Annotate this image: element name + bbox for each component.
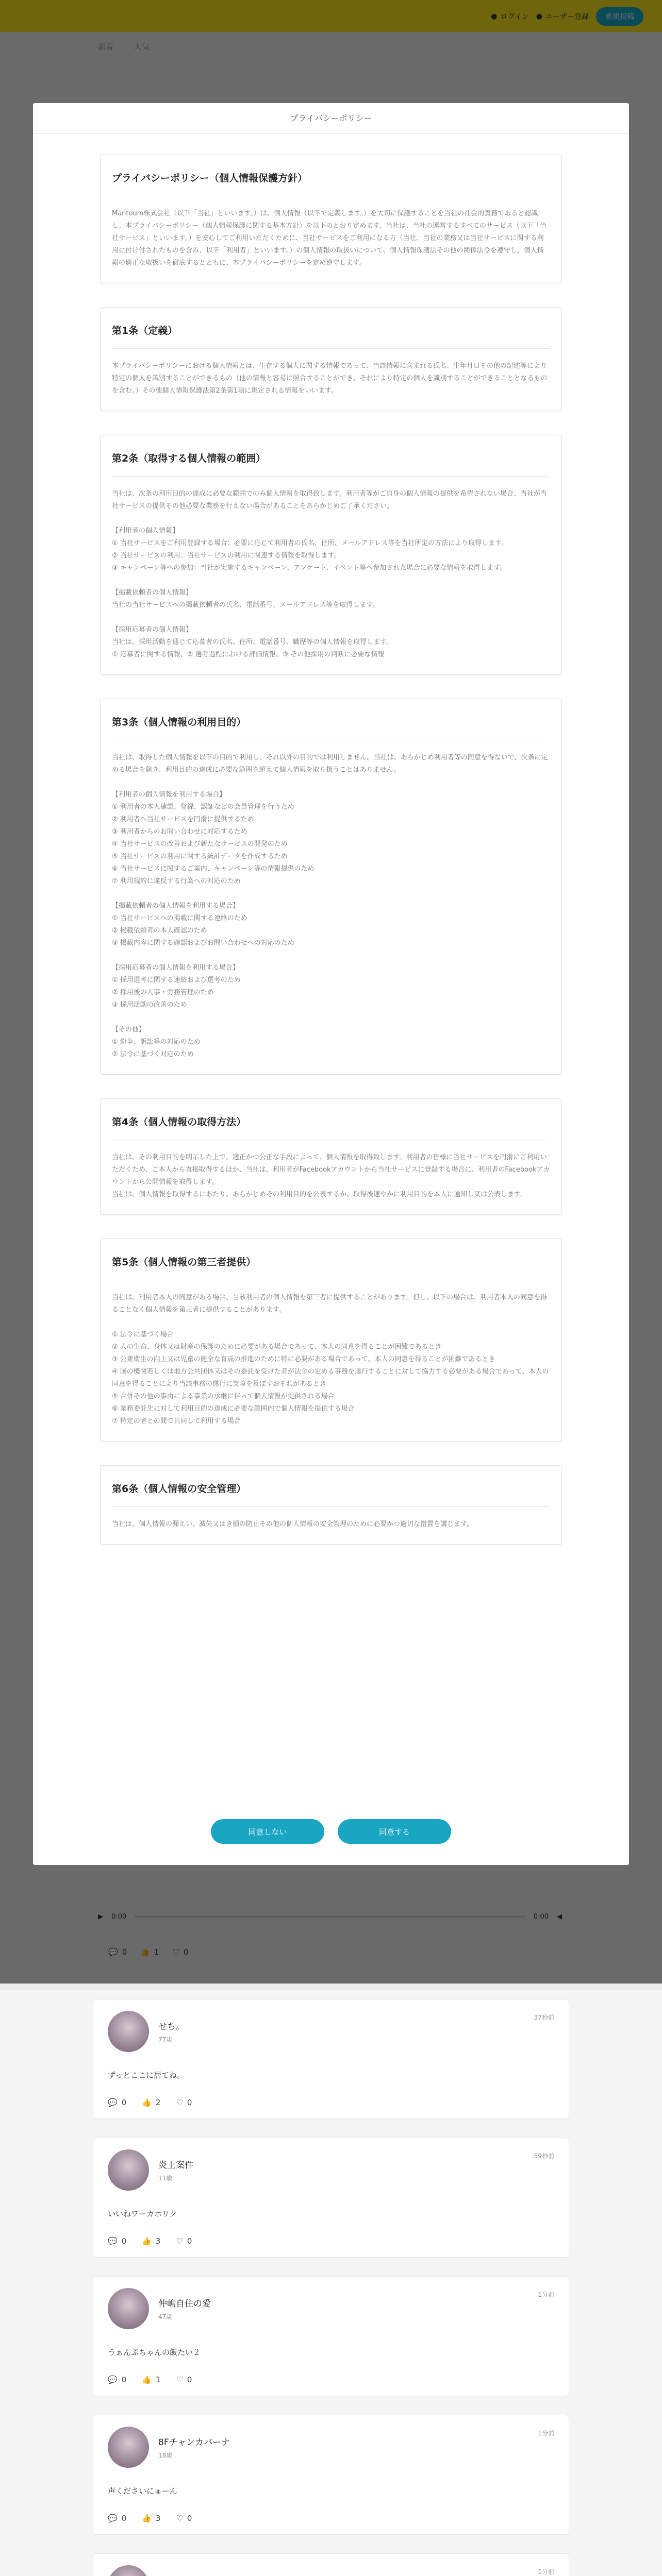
- heart-icon: ♡: [176, 2514, 183, 2523]
- heart-icon: ♡: [176, 2236, 183, 2246]
- comment-card: [93, 2553, 569, 2576]
- policy-section-title: プライバシーポリシー（個人情報保護方針）: [112, 171, 550, 196]
- like-count-value: 2: [155, 2098, 161, 2107]
- decline-button[interactable]: 同意しない: [211, 1819, 324, 1844]
- comment-reactions: [108, 2514, 554, 2523]
- like-count[interactable]: [142, 2375, 160, 2384]
- user-name[interactable]: せち。: [158, 2022, 185, 2032]
- thumbs-up-icon: 👍: [142, 2098, 152, 2107]
- comment-header: [108, 2427, 554, 2468]
- comment-text: ずっとここに居てね。: [108, 2071, 185, 2080]
- reply-count[interactable]: [108, 2236, 126, 2246]
- user-age: 77歳: [158, 2036, 173, 2043]
- like-count-value: 1: [155, 2375, 161, 2384]
- user-age: 47歳: [158, 2313, 173, 2320]
- avatar[interactable]: [108, 2288, 149, 2329]
- comment-time: 1分前: [538, 2430, 554, 2437]
- modal-body[interactable]: [100, 155, 562, 1736]
- comment-icon: 💬: [108, 2098, 118, 2107]
- user-name[interactable]: 仲嶋自住の愛: [158, 2299, 211, 2309]
- heart-count-value: 0: [187, 2514, 192, 2523]
- comment-icon: 💬: [108, 2375, 118, 2384]
- thumbs-up-icon: 👍: [142, 2236, 152, 2246]
- reply-count-value: 0: [121, 2236, 127, 2246]
- policy-section-body: Mantoum株式会社（以下「当社」といいます。）は、個人情報（以下で定義します。）を大切に保護することを当社の社会的責務であると認識し、本プライバシーポリシー（個人情報保護に関する基本方針）を以下のとおり定めます。当社は、当社の運営するすべてのサービス（以下「当社サービス」といいます。）を安心してご利用いただくために、当社サービスをご利用になる方（当社、当社の業務又は当社サービスに関する利用に付け付されたものを含み、以下「利用者」といいます。）の個人情報の取扱いについて、個人情報保護法その他の関係法令を遵守し、個人情報の適正な取扱いを徹底するとともに、本プライバシーポリシーを定め遵守します。: [112, 210, 547, 267]
- like-count[interactable]: [142, 2236, 160, 2246]
- comment-time: 1分前: [538, 2568, 554, 2575]
- heart-count-value: 0: [187, 2375, 192, 2384]
- policy-section: [100, 699, 562, 1075]
- policy-section-body: 本プライバシーポリシーにおける個人情報とは、生存する個人に関する情報であって、当該情報に含まれる氏名、生年月日その他の記述等により特定の個人を識別することができるもの（他の情報と容易に照合することができ、それにより特定の個人を識別することができることとなるものを含む。）その他個人情報保護法第2条第1項に規定される情報をいいます。: [112, 362, 548, 395]
- comment-header: [108, 2565, 554, 2576]
- comment-reactions: [108, 2375, 554, 2384]
- heart-count[interactable]: [176, 2236, 192, 2246]
- policy-section: [100, 1239, 562, 1442]
- like-count[interactable]: [142, 2098, 160, 2107]
- avatar[interactable]: [108, 2149, 149, 2191]
- comment-time: 59秒前: [534, 2153, 554, 2160]
- policy-section-body: 当社は、取得した個人情報を以下の目的で利用し、それ以外の目的では利用しません。当社は、あらかじめ利用者等の同意を得ないで、次条に定める場合を除き、利用目的の達成に必要な範囲を超えて個人情報を取り扱うことはありません。 【利用者の個人情報を利用する場合】 ① 利用者の本人確認、登録、認証などの会員管理を行うため ② 利用者へ当社サービスを円滑に提供するため ③ 利用者からのお問い合わせに対応するため ④ 当社サービスの改善および新たなサービスの開発のため ⑤ 当社サービスの利用に関する統計データを作成するため ⑥ 当社サービスに関するご案内、キャンペーン等の情報提供のため ⑦ 利用規約に違反する行為への対応のため 【掲載依頼者の個人情報を利用する場合】 ① 当社サービスへの掲載に関する連絡のため ② 掲載依頼者の本人確認のため ③ 掲載内容に関する確認およびお問い合わせへの対応のため 【採用応募者の個人情報を利用する場合】 ① 採用選考に関する連絡および選考のため ② 採用後の人事・労務管理のため ③ 採用活動の改善のため 【その他】 ① 紛争、訴訟等の対応のため ② 法令に基づく対応のため: [112, 754, 548, 1058]
- heart-icon: ♡: [176, 2375, 183, 2384]
- user-age: 11歳: [158, 2175, 173, 2182]
- comment-reactions: [108, 2236, 554, 2246]
- thumbs-up-icon: 👍: [142, 2514, 152, 2523]
- policy-section: [100, 155, 562, 283]
- like-count-value: 3: [155, 2236, 161, 2246]
- avatar[interactable]: [108, 2427, 149, 2468]
- user-name[interactable]: 8Fチャンカバーナ: [158, 2437, 230, 2448]
- comment-list: [93, 1999, 569, 2576]
- policy-section-body: 当社は、次条の利用目的の達成に必要な範囲でのみ個人情報を取得致します。利用者等がご自身の個人情報の提供を希望されない場合、当社が当社サービスの提供その他必要な業務を行えない場合があることをあらかじめご了承ください。 【利用者の個人情報】 ① 当社サービスをご利用登録する場合：必要に応じて利用者の氏名、住所、メールアドレス等を当社所定の方法により取得します。 ② 当社サービスの利用：当社サービスの利用に関連する情報を取得します。 ③ キャンペーン等への参加：当社が実施するキャンペーン、アンケート、イベント等へ参加された場合に必要な情報を取得します。 【掲載依頼者の個人情報】 当社の当社サービスへの掲載依頼者の氏名、電話番号、メールアドレス等を取得します。 【採用応募者の個人情報】 当社は、採用活動を通じて応募者の氏名、住所、電話番号、職歴等の個人情報を取得します。 ① 応募者に関する情報、② 選考過程における評価情報、③ その他採用の判断に必要な情報: [112, 490, 547, 658]
- reply-count[interactable]: [108, 2098, 126, 2107]
- modal-title: プライバシーポリシー: [33, 103, 629, 134]
- thumbs-up-icon: 👍: [142, 2375, 152, 2384]
- avatar[interactable]: [108, 2011, 149, 2052]
- comment-reactions: [108, 2098, 554, 2107]
- heart-count-value: 0: [187, 2098, 192, 2107]
- policy-section: [100, 1098, 562, 1215]
- reply-count[interactable]: [108, 2514, 126, 2523]
- policy-section-title: 第5条（個人情報の第三者提供）: [112, 1255, 550, 1280]
- comment-text: いいねワーカホリク: [108, 2209, 177, 2218]
- heart-count[interactable]: [176, 2514, 192, 2523]
- reply-count-value: 0: [121, 2375, 127, 2384]
- heart-count[interactable]: [176, 2375, 192, 2384]
- user-name[interactable]: [158, 2573, 220, 2576]
- comment-header: [108, 2149, 554, 2191]
- privacy-policy-modal: [33, 103, 629, 1865]
- comment-card: [93, 2276, 569, 2396]
- policy-section: [100, 1465, 562, 1545]
- comment-time: 37秒前: [534, 2014, 554, 2021]
- user-name[interactable]: 炎上案件: [158, 2160, 193, 2171]
- like-count[interactable]: [142, 2514, 160, 2523]
- like-count-value: 3: [155, 2514, 161, 2523]
- comment-icon: 💬: [108, 2236, 118, 2246]
- policy-section-title: 第1条（定義）: [112, 323, 550, 349]
- comment-card: [93, 1999, 569, 2119]
- heart-icon: ♡: [176, 2098, 183, 2107]
- policy-section: [100, 307, 562, 411]
- agree-button[interactable]: 同意する: [338, 1819, 451, 1844]
- policy-section-title: 第3条（個人情報の利用目的）: [112, 715, 550, 740]
- user-age: 18歳: [158, 2452, 173, 2459]
- reply-count-value: 0: [121, 2514, 127, 2523]
- heart-count[interactable]: [176, 2098, 192, 2107]
- policy-section-body: 当社は、個人情報の漏えい、滅失又はき損の防止その他の個人情報の安全管理のために必要かつ適切な措置を講じます。: [112, 1520, 473, 1528]
- modal-footer: [33, 1798, 629, 1865]
- reply-count-value: 0: [121, 2098, 127, 2107]
- policy-section-title: 第6条（個人情報の安全管理）: [112, 1481, 550, 1507]
- avatar[interactable]: [108, 2565, 149, 2576]
- comment-card: [93, 2415, 569, 2535]
- comment-time: 1分前: [538, 2291, 554, 2298]
- comment-header: [108, 2288, 554, 2329]
- comment-card: [93, 2138, 569, 2258]
- policy-section-body: 当社は、利用者本人の同意がある場合、当該利用者の個人情報を第三者に提供することがあります。但し、以下の場合は、利用者本人の同意を得ることなく個人情報を第三者に提供することがあります。 ① 法令に基づく場合 ② 人の生命、身体又は財産の保護のために必要がある場合であって、本人の同意を得ることが困難であるとき ③ 公衆衛生の向上又は児童の健全な育成の推進のために特に必要がある場合であって、本人の同意を得ることが困難であるとき ④ 国の機関若しくは地方公共団体又はその委託を受けた者が法令の定める事務を遂行することに対して協力する必要がある場合であって、本人の同意を得ることにより当該事務の遂行に支障を及ぼすおそれがあるとき ⑤ 合併その他の事由による事業の承継に伴って個人情報が提供される場合 ⑥ 業務委託先に対して利用目的の達成に必要な範囲内で個人情報を提供する場合 ⑦ 特定の者との間で共同して利用する場合: [112, 1294, 549, 1425]
- policy-section-title: 第4条（個人情報の取得方法）: [112, 1114, 550, 1140]
- reply-count[interactable]: [108, 2375, 126, 2384]
- comment-text: うぁんぷちゃんの飯たい２: [108, 2348, 201, 2357]
- policy-section-title: 第2条（取得する個人情報の範囲）: [112, 451, 550, 477]
- comment-header: [108, 2011, 554, 2052]
- comment-icon: 💬: [108, 2514, 118, 2523]
- heart-count-value: 0: [187, 2236, 192, 2246]
- policy-section: [100, 435, 562, 675]
- comment-text: 声くださいにゅーん: [108, 2486, 177, 2496]
- policy-section-body: 当社は、その利用目的を明示した上で、適正かつ公正な手段によって、個人情報を取得致します。利用者の皆様に当社サービスを円滑にご利用いただくため、ご本人から直接取得するほか、当社は、利用者がFacebookアカウントから当社サービスに登録する場合に、利用者のFacebookアカウントから公開情報を取得します。 当社は、個人情報を取得するにあたり、あらかじめその利用目的を公表するか、取得後速やかに利用目的を本人に通知し又は公表します。: [112, 1154, 550, 1198]
